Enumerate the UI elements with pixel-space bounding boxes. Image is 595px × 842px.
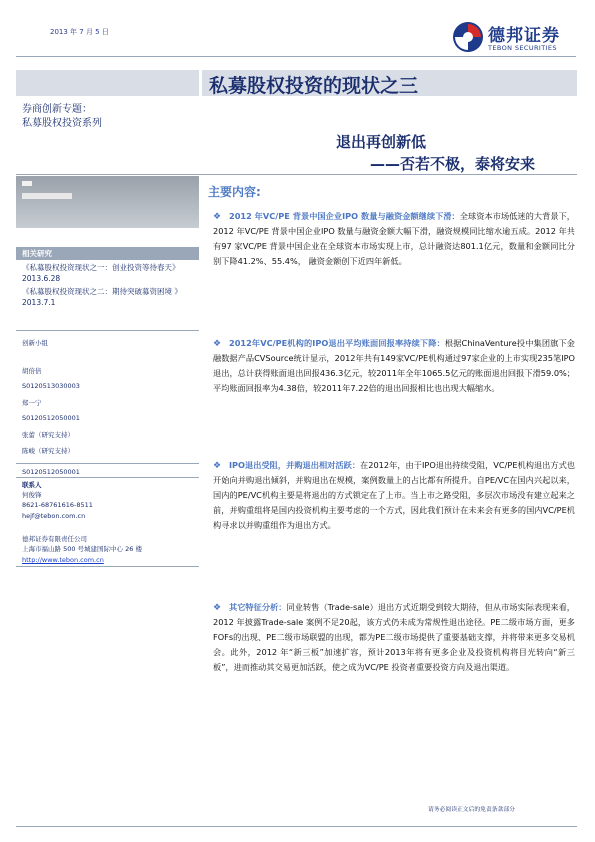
key-point-body: 在2012年，由于IPO退出持续受阻，VC/PE机构退出方式也开始向并购退出倾斜，并购退出在规模，案例数量上的占比都有所提升。自PE/VC在国内兴起以来，国内的PE/VC机构主要是将退出的方式锁定在了上市。当上市之路受阻，多层次市场没有建立起来之前，并购重组将是国内投资机构主要考虑的一个方式，因此我们预计在未来会有更多的国内VC/PE机构寻求以并购重组作为退出方式。 xyxy=(213,460,575,530)
company-website-link[interactable]: http://www.tebon.com.cn xyxy=(22,556,104,564)
report-date: 2013 年 7 月 5 日 xyxy=(50,28,109,36)
diamond-bullet-icon: ❖ xyxy=(213,339,222,349)
sidebar-divider xyxy=(16,330,199,331)
contact-phone: 8621-68761616-8511 xyxy=(22,501,93,509)
logo-text-cn: 德邦证券 xyxy=(488,26,560,46)
main-content-heading: 主要内容: xyxy=(208,185,261,199)
analyst-id: S0120513030003 xyxy=(22,382,80,390)
key-point-body: 根据ChinaVenture投中集团旗下金融数据产品CVSource统计显示，2012年共有149家VC/PE机构通过97家企业的上市实现235笔IPO退出，总计获得账面退出回报436.3亿元，较2011年全年1065.5亿元的账面退出回报下滑59.0%；平均账面回报率为4.38倍，较2011年7.22倍的退出回报相比也出现大幅缩水。 xyxy=(213,338,575,393)
company-name: 德邦证券有限责任公司 xyxy=(22,535,87,543)
research-support-name: 陈峻（研究支持） xyxy=(22,447,74,455)
contact-label: 联系人 xyxy=(22,481,42,489)
related-research-label: 相关研究 xyxy=(22,249,52,258)
key-point-heading: 其它特征分析： xyxy=(229,602,287,612)
key-point-1 xyxy=(213,209,575,269)
footer-divider xyxy=(16,826,577,827)
tebon-logo xyxy=(452,21,572,61)
contact-name: 何俊锋 xyxy=(22,491,42,499)
sidebar-shaded-block xyxy=(16,176,199,228)
disclaimer-note: 请务必阅读正文后的免责条款部分 xyxy=(428,807,515,813)
related-report-1[interactable]: 《私募股权投资现状之一：创业投资等待春天》2013.6.28 xyxy=(22,263,180,283)
series-name: 私募股权投资系列 xyxy=(22,118,102,129)
subtitle-divider xyxy=(16,174,577,175)
analyst-id: S0120512050001 xyxy=(22,414,80,422)
sidebar-divider xyxy=(16,477,199,478)
contact-id: S0120512050001 xyxy=(22,468,80,476)
report-title: 私募股权投资的现状之三 xyxy=(209,75,419,97)
diamond-bullet-icon: ❖ xyxy=(213,461,222,471)
logo-text-en: TEBON SECURITIES xyxy=(488,44,557,52)
diamond-bullet-icon: ❖ xyxy=(213,212,222,222)
related-report-2[interactable]: 《私募股权投资现状之二：期待突破募资困境 》2013.7.1 xyxy=(22,287,182,307)
key-point-heading: 2012年VC/PE机构的IPO退出平均账面回报率持续下降： xyxy=(229,338,445,348)
key-point-body: 同业转售（Trade-sale）退出方式近期受到较大期待，但从市场实际表现来看，2012 年披露Trade-sale 案例不足20起，该方式仍未成为常规性退出途径。PE二级市场方面，更多FOFs的出现、PE二级市场联盟的出现，都为PE二级市场提供了重要基础支撑，并将带来更多交易机会。此外，2012 年“新三板”加速扩容，预计2013年将有更多企业及投资机构将目光转向“新三板”，进而推动其交易更加活跃，使之成为VC/PE 投资者重要投资方向及退出渠道。 xyxy=(213,602,575,672)
team-label: 创新小组 xyxy=(22,339,48,347)
key-point-4 xyxy=(213,600,575,675)
report-subtitle: 退出再创新低 xyxy=(336,133,427,151)
sidebar-divider xyxy=(16,463,199,464)
research-support-name: 张蕾（研究支持） xyxy=(22,431,74,439)
header-divider xyxy=(16,56,576,57)
diamond-bullet-icon: ❖ xyxy=(213,603,222,613)
key-point-2 xyxy=(213,336,575,396)
series-label: 券商创新专题： xyxy=(22,104,92,115)
key-point-3 xyxy=(213,458,575,533)
analyst-name: 胡倍倍 xyxy=(22,367,42,375)
shaded-placeholder-mark xyxy=(22,193,72,199)
report-subtitle-tagline: ——否若不极，泰将安来 xyxy=(370,155,536,173)
tebon-logo-icon xyxy=(452,21,484,53)
shaded-placeholder-mark xyxy=(22,181,32,186)
company-address: 上海市福山路 500 号城建国际中心 26 楼 xyxy=(22,545,142,553)
key-point-body: 全球资本市场低迷的大背景下，2012 年VC/PE 背景中国企业IPO 数量与融资金额大幅下滑，融资规模同比缩水逾五成。2012 年共有97 家VC/PE 背景中国企业在全球资本市场实现上市，总计融资达801.1亿元，数量和金额同比分别下降41.2%、55.4%， 融资金额创下近四年新低。 xyxy=(213,211,575,266)
sidebar-divider xyxy=(16,566,199,567)
contact-email[interactable]: hejf@tebon.com.cn xyxy=(22,512,86,520)
title-banner-left xyxy=(16,70,199,96)
key-point-heading: 2012 年VC/PE 背景中国企业IPO 数量与融资金额继续下滑： xyxy=(229,211,460,221)
key-point-heading: IPO退出受阻，并购退出相对活跃： xyxy=(229,460,361,470)
analyst-name: 郑一宁 xyxy=(22,399,42,407)
